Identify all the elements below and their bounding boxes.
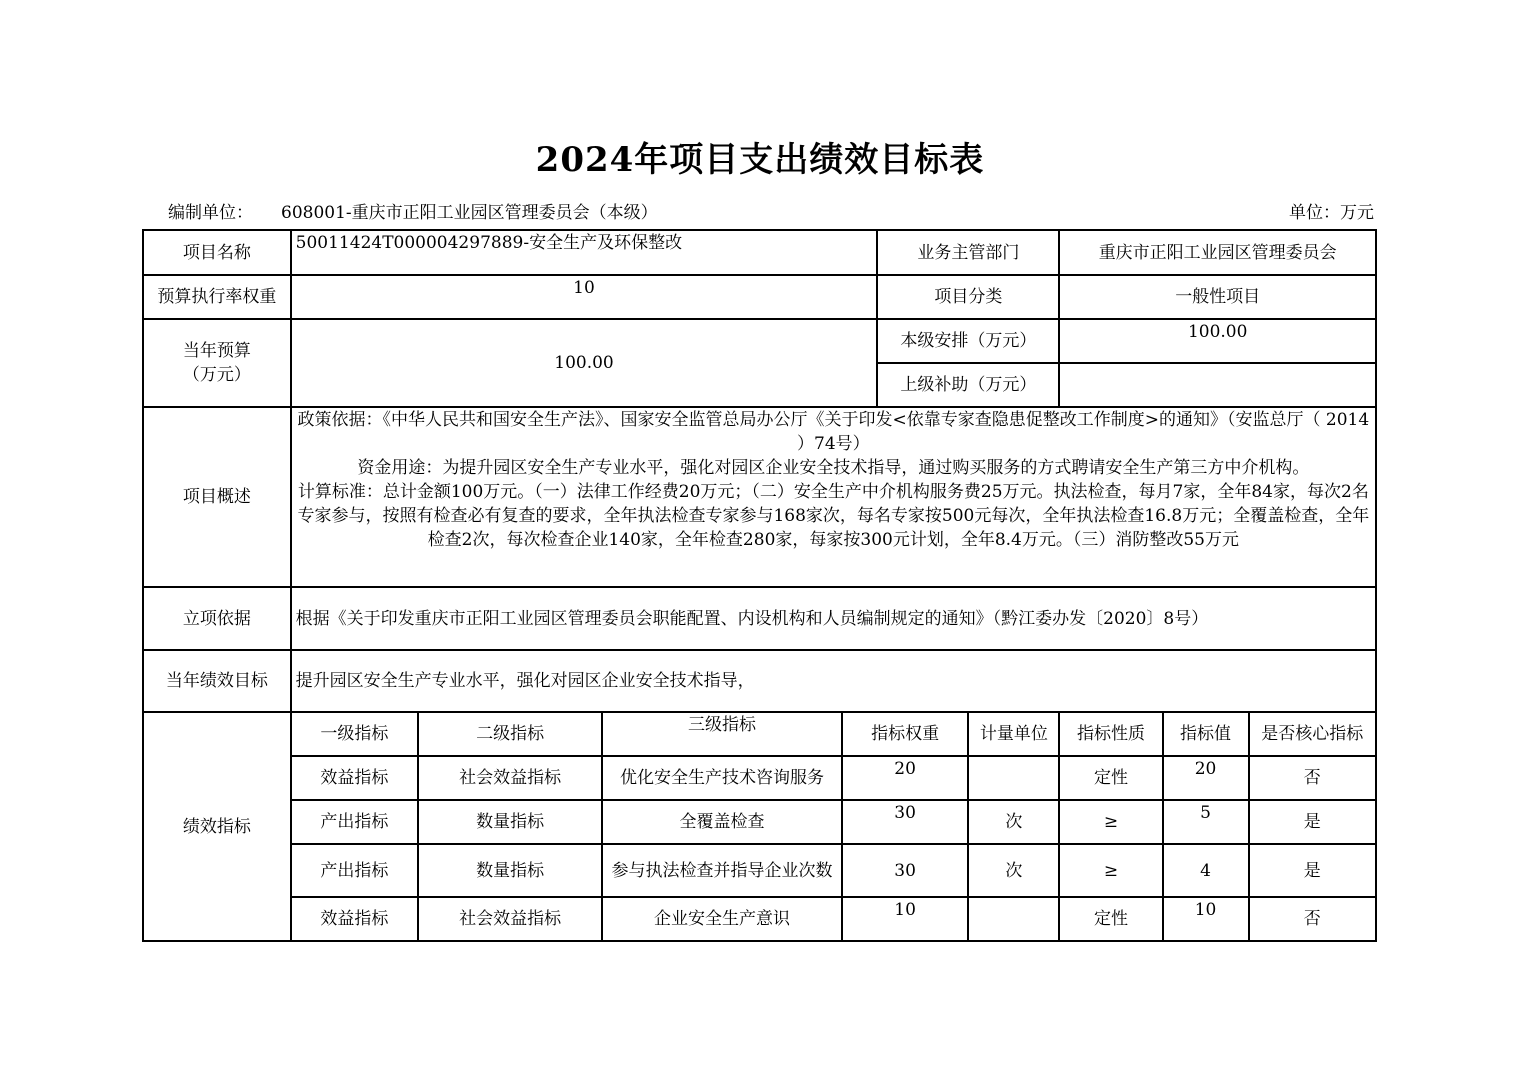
- cell-level3: 参与执法检查并指导企业次数: [602, 844, 842, 897]
- performance-table: [142, 229, 1377, 942]
- page-title: 2024年项目支出绩效目标表: [535, 140, 985, 180]
- cell-value: 20: [1163, 756, 1249, 800]
- row-weight: [143, 275, 1376, 319]
- cell-weight: 30: [842, 844, 968, 897]
- compiling-unit-value: 608001-重庆市正阳工业园区管理委员会（本级）: [281, 203, 658, 223]
- dept-value: 重庆市正阳工业园区管理委员会: [1059, 230, 1376, 275]
- cell-level3: 全覆盖检查: [602, 800, 842, 844]
- budget-label: [143, 319, 291, 407]
- compiling-unit-label: 编制单位：: [168, 203, 253, 223]
- cell-core: 是: [1249, 800, 1377, 844]
- cell-level2: 数量指标: [418, 800, 602, 844]
- header-value: 指标值: [1163, 712, 1249, 756]
- category-value: 一般性项目: [1059, 275, 1376, 319]
- cell-value: 5: [1163, 800, 1249, 844]
- table-row: [143, 800, 1376, 844]
- row-overview: [143, 407, 1376, 587]
- cell-weight: 20: [842, 756, 968, 800]
- header-level1: 一级指标: [291, 712, 418, 756]
- upper-value: [1059, 363, 1376, 407]
- cell-nature: ≥: [1059, 844, 1162, 897]
- cell-level3: 企业安全生产意识: [602, 897, 842, 941]
- dept-label: 业务主管部门: [877, 230, 1059, 275]
- cell-weight: 30: [842, 800, 968, 844]
- cell-unit: [968, 756, 1059, 800]
- upper-label: 上级补助（万元）: [877, 363, 1059, 407]
- cell-level1: 效益指标: [291, 897, 418, 941]
- goal-label: 当年绩效目标: [143, 650, 291, 712]
- cell-unit: 次: [968, 844, 1059, 897]
- overview-text: [291, 407, 1376, 587]
- overview-standard: 计算标准：总计金额100万元。（一）法律工作经费20万元；（二）安全生产中介机构服务费25万元。执法检查，每月7家，全年84家，每次2名专家参与，按照有检查必有复查的要求，全年执法检查专家参与168家次，每名专家按500元每次，全年执法检查16.8万元；全覆盖检查，全年检查2次，每次检查企业140家，全年检查280家，每家按300元计划，全年8.4万元。（三）消防整改55万元: [297, 482, 1370, 550]
- basis-value: 根据《关于印发重庆市正阳工业园区管理委员会职能配置、内设机构和人员编制规定的通知》（黔江委办发〔2020〕8号）: [291, 587, 1376, 650]
- local-label: 本级安排（万元）: [877, 319, 1059, 363]
- basis-label: 立项依据: [143, 587, 291, 650]
- row-goal: [143, 650, 1376, 712]
- header-level2: 二级指标: [418, 712, 602, 756]
- category-label: 项目分类: [877, 275, 1059, 319]
- cell-weight: 10: [842, 897, 968, 941]
- budget-value: 100.00: [291, 319, 878, 407]
- row-project-name: [143, 230, 1376, 275]
- header-core: 是否核心指标: [1249, 712, 1377, 756]
- indicators-section-label: 绩效指标: [143, 712, 291, 941]
- cell-core: 否: [1249, 756, 1377, 800]
- cell-value: 4: [1163, 844, 1249, 897]
- budget-label-line2: （万元）: [182, 365, 251, 385]
- project-name-value: 50011424T000004297889-安全生产及环保整改: [291, 230, 878, 275]
- local-value: 100.00: [1059, 319, 1376, 363]
- cell-level1: 产出指标: [291, 800, 418, 844]
- header-weight: 指标权重: [842, 712, 968, 756]
- header-nature: 指标性质: [1059, 712, 1162, 756]
- cell-unit: [968, 897, 1059, 941]
- cell-level1: 效益指标: [291, 756, 418, 800]
- header-level3: 三级指标: [602, 712, 842, 756]
- cell-unit: 次: [968, 800, 1059, 844]
- goal-value: 提升园区安全生产专业水平，强化对园区企业安全技术指导，: [291, 650, 1376, 712]
- cell-nature: 定性: [1059, 897, 1162, 941]
- row-budget-local: [143, 319, 1376, 363]
- indicator-header-row: [143, 712, 1376, 756]
- row-basis: [143, 587, 1376, 650]
- cell-core: 是: [1249, 844, 1377, 897]
- overview-label: 项目概述: [143, 407, 291, 587]
- cell-core: 否: [1249, 897, 1377, 941]
- overview-policy: 政策依据：《中华人民共和国安全生产法》、国家安全监管总局办公厅《关于印发<依靠专家查隐患促整改工作制度>的通知》（安监总厅（ 2014 ）74号）: [297, 410, 1370, 454]
- project-name-label: 项目名称: [143, 230, 291, 275]
- header-unit: 计量单位: [968, 712, 1059, 756]
- table-row: [143, 897, 1376, 941]
- weight-value: 10: [291, 275, 878, 319]
- cell-nature: 定性: [1059, 756, 1162, 800]
- cell-level2: 社会效益指标: [418, 897, 602, 941]
- cell-level2: 社会效益指标: [418, 756, 602, 800]
- table-row: [143, 844, 1376, 897]
- cell-value: 10: [1163, 897, 1249, 941]
- compiling-unit: [168, 198, 658, 223]
- overview-usage: 资金用途：为提升园区安全生产专业水平，强化对园区企业安全技术指导，通过购买服务的方式聘请安全生产第三方中介机构。: [357, 458, 1310, 478]
- budget-label-line1: 当年预算: [182, 341, 251, 361]
- currency-unit: 单位：万元: [1289, 203, 1374, 223]
- table-row: [143, 756, 1376, 800]
- cell-level3: 优化安全生产技术咨询服务: [602, 756, 842, 800]
- cell-level1: 产出指标: [291, 844, 418, 897]
- weight-label: 预算执行率权重: [143, 275, 291, 319]
- cell-nature: ≥: [1059, 800, 1162, 844]
- cell-level2: 数量指标: [418, 844, 602, 897]
